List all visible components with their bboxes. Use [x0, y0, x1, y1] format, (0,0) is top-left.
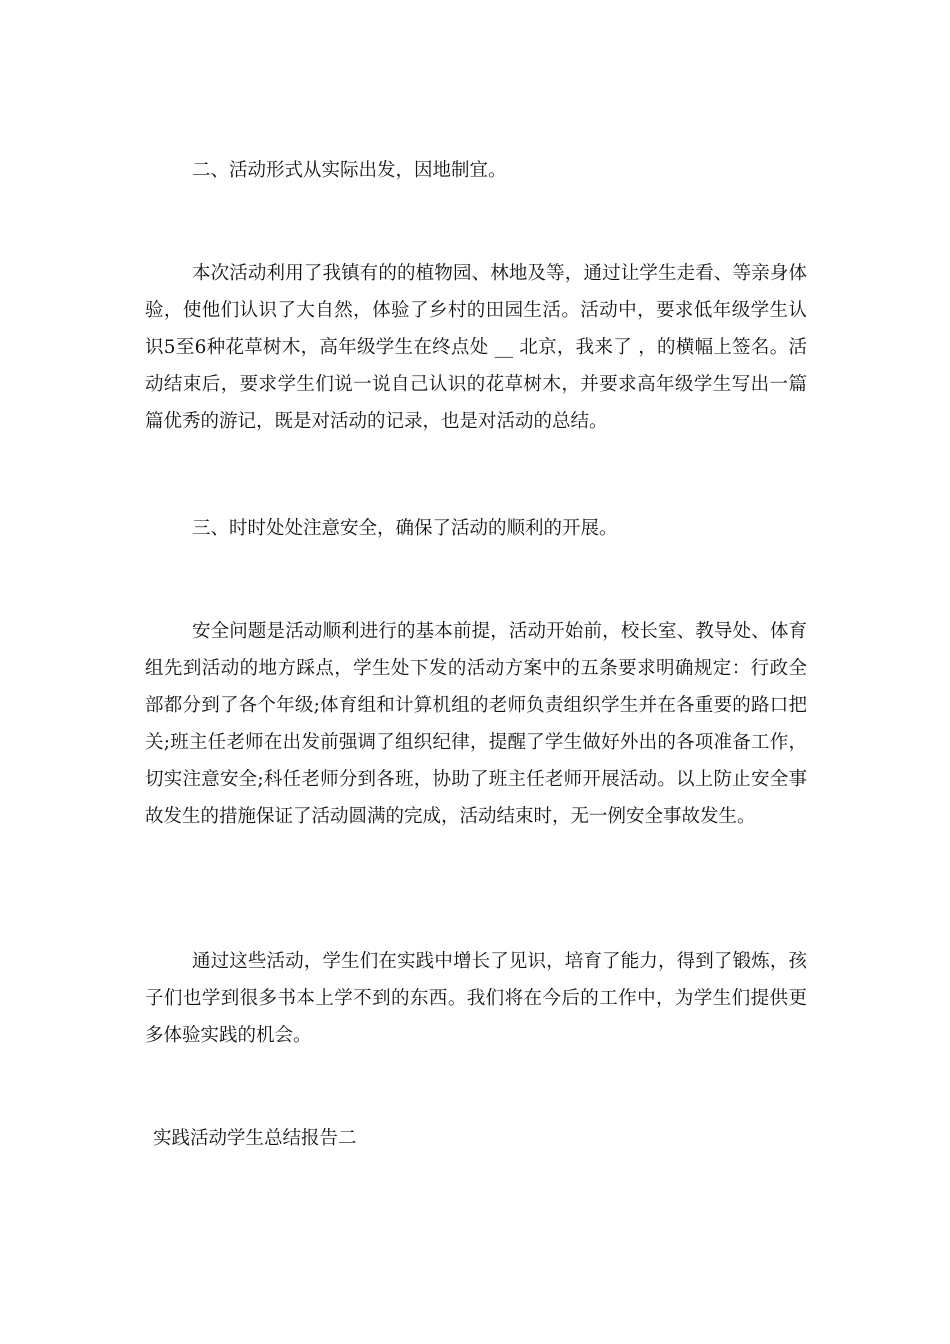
paragraph-conclusion: 通过这些活动，学生们在实践中增长了见识，培育了能力，得到了锻炼，孩子们也学到很多书本上学不到的东西。我们将在今后的工作中，为学生们提供更多体验实践的机会。	[145, 951, 807, 1046]
paragraph-activity-form: 本次活动利用了我镇有的的植物园、林地及等，通过让学生走看、等亲身体验，使他们认识了大自然，体验了乡村的田园生活。活动中，要求低年级学生认识5至6种花草树木，高年级学生在终点处 __ 北京，我来了 ，的横幅上签名。活动结束后，要求学生们说一说自己认识的花草树木，并要求高年级学生写出一篇篇优秀的游记，既是对活动的记录，也是对活动的总结。	[145, 263, 807, 432]
section-heading-3: 三、时时处处注意安全，确保了活动的顺利的开展。	[192, 518, 618, 539]
report-title-2: 实践活动学生总结报告二	[153, 1128, 357, 1149]
section-heading-2: 二、活动形式从实际出发，因地制宜。	[192, 160, 507, 181]
paragraph-safety: 安全问题是活动顺利进行的基本前提，活动开始前，校长室、教导处、体育组先到活动的地方踩点，学生处下发的活动方案中的五条要求明确规定：行政全部都分到了各个年级;体育组和计算机组的老师负责组织学生并在各重要的路口把关;班主任老师在出发前强调了组织纪律，提醒了学生做好外出的各项准备工作，切实注意安全;科任老师分到各班，协助了班主任老师开展活动。以上防止安全事故发生的措施保证了活动圆满的完成，活动结束时，无一例安全事故发生。	[145, 621, 807, 827]
